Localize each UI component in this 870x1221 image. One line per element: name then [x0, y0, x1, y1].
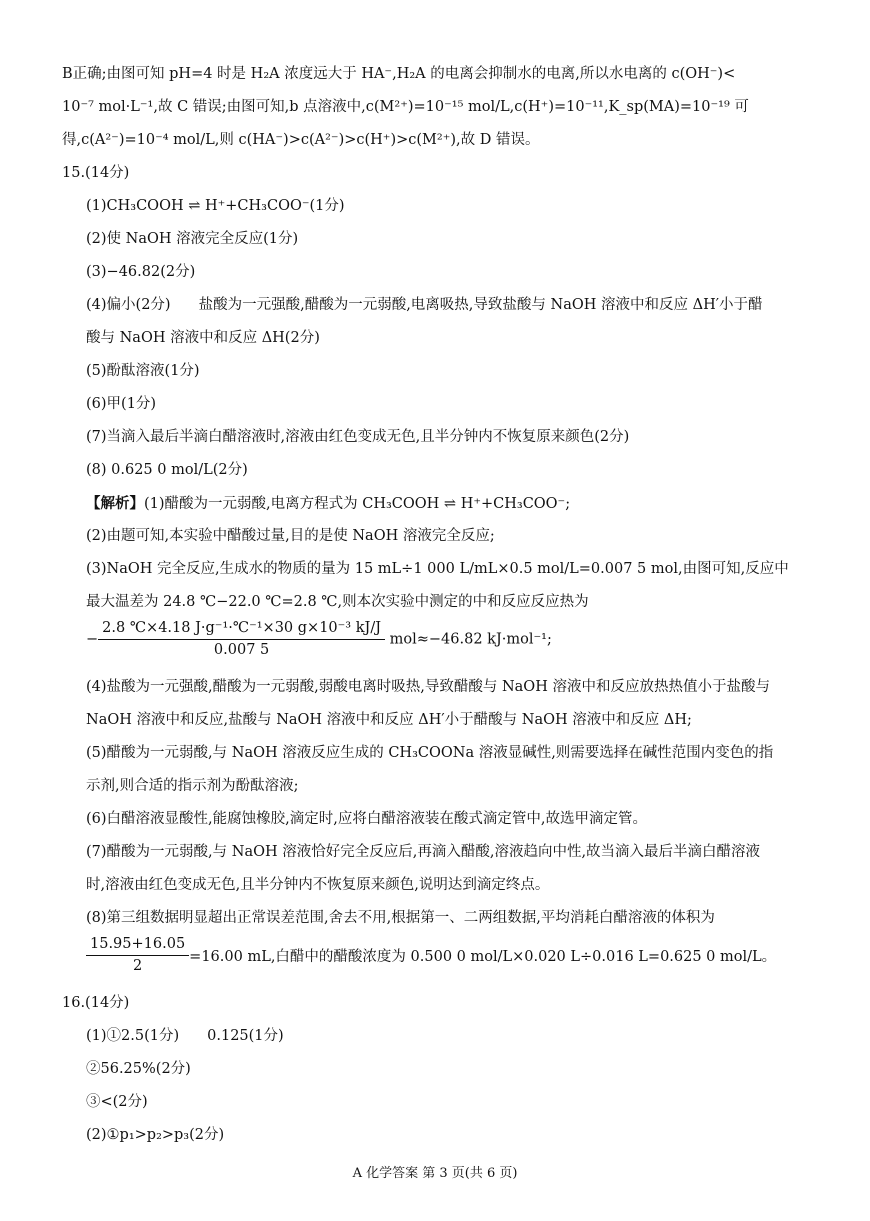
formula-minus: −	[86, 631, 99, 648]
analysis-line-5a: (5)醋酸为一元弱酸,与 NaOH 溶液反应生成的 CH₃COONa 溶液显碱性,则需要选择在碱性范围内变色的指	[86, 745, 774, 761]
q16-answer-1	[62, 1020, 804, 1053]
q16-answer-4: (2)①p₁>p₂>p₃(2分)	[86, 1127, 225, 1143]
formula-denominator: 0.007 5	[213, 642, 270, 658]
analysis-line-8a: (8)第三组数据明显超出正常误差范围,舍去不用,根据第一、二两组数据,平均消耗白醋溶液的体积为	[86, 910, 715, 926]
analysis-line-6: (6)白醋溶液显酸性,能腐蚀橡胶,滴定时,应将白醋溶液装在酸式滴定管中,故选甲滴定管。	[86, 811, 647, 827]
analysis-line-5b: 示剂,则合适的指示剂为酚酞溶液;	[86, 778, 299, 794]
analysis-formula-8	[62, 935, 804, 987]
q15-answer-4-result: (4)偏小(2分)	[86, 297, 171, 313]
volume-tail: =16.00 mL,白醋中的醋酸浓度为 0.500 0 mol/L×0.020 L÷0.016 L=0.625 0 mol/L。	[189, 949, 777, 965]
analysis-1-text: (1)醋酸为一元弱酸,电离方程式为 CH₃COOH ⇌ H⁺+CH₃COO⁻;	[144, 496, 571, 512]
analysis-line-4b: NaOH 溶液中和反应,盐酸与 NaOH 溶液中和反应 ΔH′小于醋酸与 NaOH 溶液中和反应 ΔH;	[86, 712, 692, 728]
analysis-line-3a: (3)NaOH 完全反应,生成水的物质的量为 15 mL÷1 000 L/mL×0.5 mol/L=0.007 5 mol,由图可知,反应中	[86, 561, 789, 577]
volume-fraction	[86, 935, 189, 976]
q16-answer-1a: (1)①2.5(1分)	[86, 1028, 180, 1044]
q14-continuation-line-2: 10⁻⁷ mol·L⁻¹,故 C 错误;由图可知,b 点溶液中,c(M²⁺)=10⁻¹⁵ mol/L,c(H⁺)=10⁻¹¹,K_sp(MA)=10⁻¹⁹ 可	[62, 99, 749, 115]
q15-answer-8: (8) 0.625 0 mol/L(2分)	[86, 462, 248, 478]
q15-answer-5: (5)酚酞溶液(1分)	[86, 363, 200, 379]
volume-numerator: 15.95+16.05	[86, 935, 189, 956]
q15-answer-6: (6)甲(1分)	[86, 396, 157, 412]
q16-answer-1b: 0.125(1分)	[207, 1028, 284, 1044]
q15-answer-4-reason: 盐酸为一元强酸,醋酸为一元弱酸,电离吸热,导致盐酸与 NaOH 溶液中和反应 ΔH′小于醋	[198, 297, 763, 313]
formula-tail: mol≈−46.82 kJ·mol⁻¹;	[389, 631, 552, 648]
q14-continuation-line-1: B正确;由图可知 pH=4 时是 H₂A 浓度远大于 HA⁻,H₂A 的电离会抑制水的电离,所以水电离的 c(OH⁻)<	[62, 66, 736, 82]
analysis-formula-3	[62, 619, 804, 671]
q16-heading: 16.(14分)	[62, 995, 130, 1011]
q16-answer-3: ③<(2分)	[86, 1094, 148, 1110]
q15-answer-3: (3)−46.82(2分)	[86, 264, 196, 280]
q16-answer-2: ②56.25%(2分)	[86, 1061, 191, 1077]
q15-answer-1: (1)CH₃COOH ⇌ H⁺+CH₃COO⁻(1分)	[86, 198, 345, 214]
analysis-tag: 【解析】	[86, 495, 144, 512]
q15-answer-7: (7)当滴入最后半滴白醋溶液时,溶液由红色变成无色,且半分钟内不恢复原来颜色(2分)	[86, 429, 630, 445]
analysis-line-3b: 最大温差为 24.8 ℃−22.0 ℃=2.8 ℃,则本次实验中测定的中和反应反应热为	[86, 594, 589, 610]
analysis-line-1	[62, 487, 804, 520]
page-footer: A 化学答案 第 3 页(共 6 页)	[352, 1166, 518, 1181]
formula-numerator: 2.8 ℃×4.18 J·g⁻¹·℃⁻¹×30 g×10⁻³ kJ/J	[98, 619, 385, 640]
q15-answer-4	[62, 289, 804, 322]
analysis-line-2: (2)由题可知,本实验中醋酸过量,目的是使 NaOH 溶液完全反应;	[86, 528, 495, 544]
analysis-line-7b: 时,溶液由红色变成无色,且半分钟内不恢复原来颜色,说明达到滴定终点。	[86, 877, 550, 893]
q15-heading: 15.(14分)	[62, 165, 130, 181]
q14-continuation-line-3: 得,c(A²⁻)=10⁻⁴ mol/L,则 c(HA⁻)>c(A²⁻)>c(H⁺)>c(M²⁺),故 D 错误。	[62, 132, 540, 148]
q15-answer-4-reason-cont: 酸与 NaOH 溶液中和反应 ΔH(2分)	[86, 330, 320, 346]
formula-fraction	[98, 619, 385, 660]
answer-content	[62, 58, 804, 1152]
q15-answer-2: (2)使 NaOH 溶液完全反应(1分)	[86, 231, 299, 247]
analysis-line-7a: (7)醋酸为一元弱酸,与 NaOH 溶液恰好完全反应后,再滴入醋酸,溶液趋向中性,故当滴入最后半滴白醋溶液	[86, 844, 761, 860]
analysis-line-4a: (4)盐酸为一元强酸,醋酸为一元弱酸,弱酸电离时吸热,导致醋酸与 NaOH 溶液中和反应放热热值小于盐酸与	[86, 679, 770, 695]
volume-denominator: 2	[132, 958, 143, 974]
